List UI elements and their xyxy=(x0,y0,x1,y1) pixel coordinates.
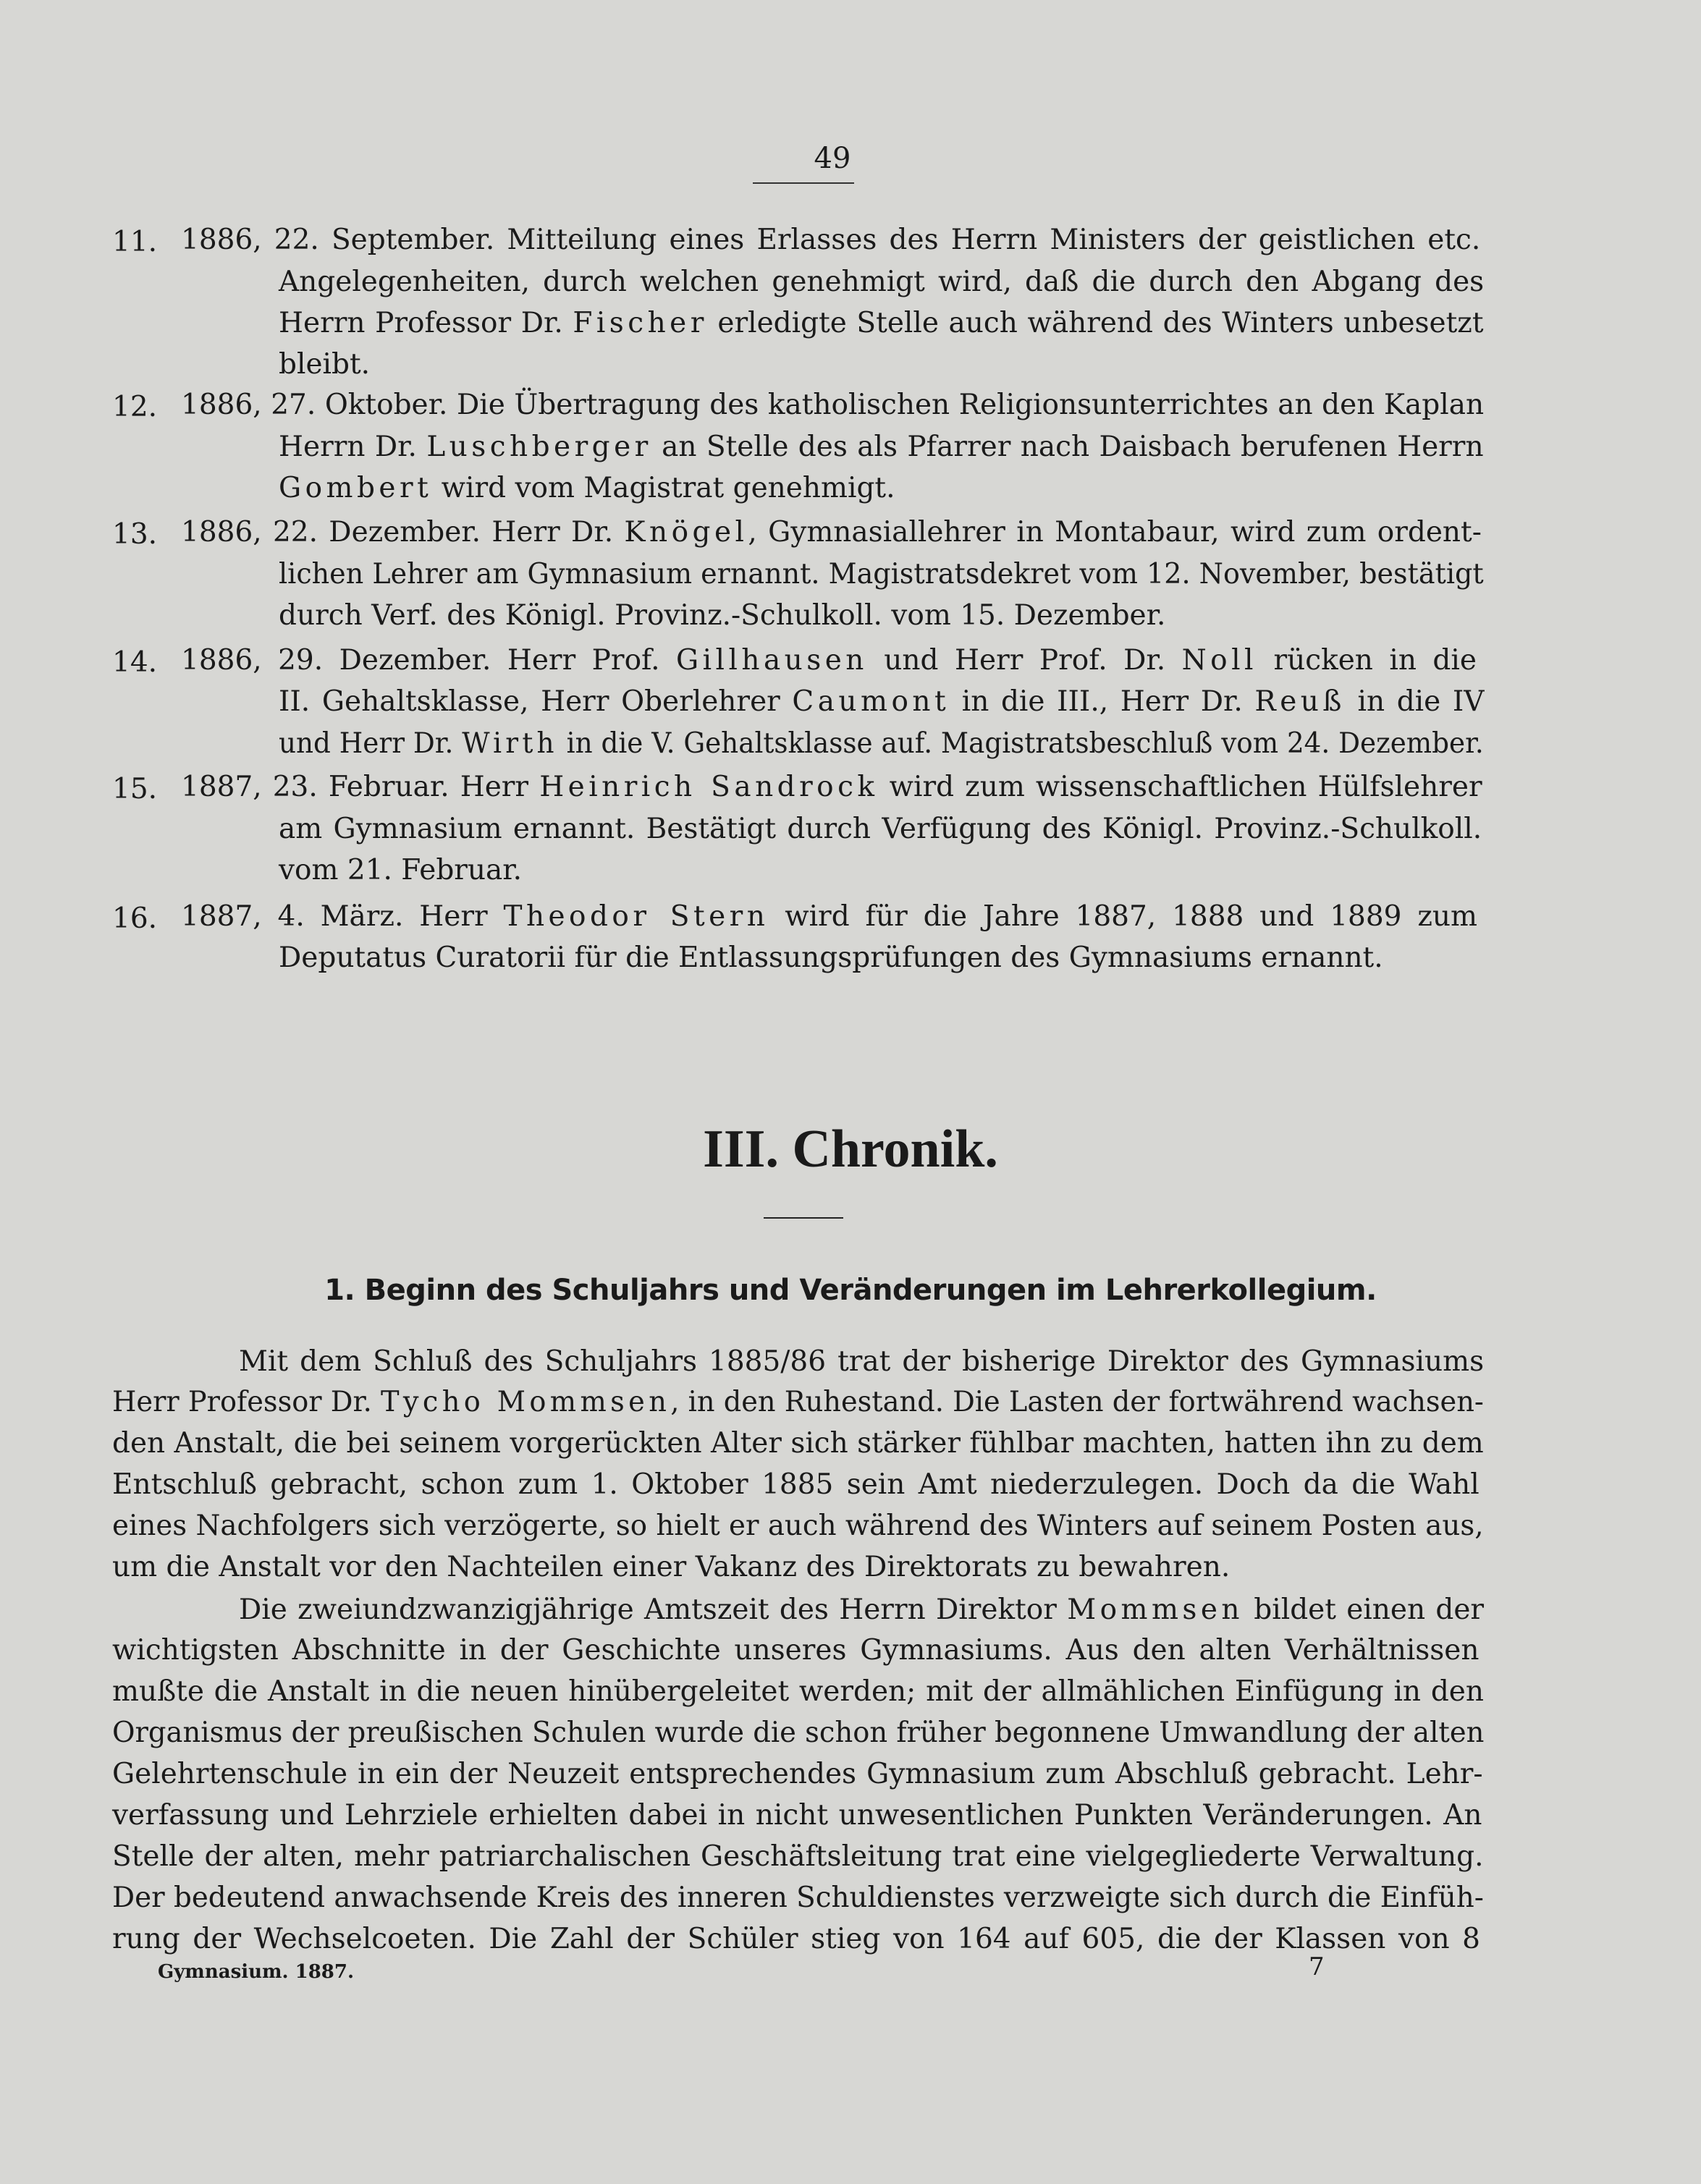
paragraph-line xyxy=(112,1842,1484,1871)
text-segment: 1886, 27. Oktober. Die Übertragung des katholischen Religionsunterrichtes an den Kaplan xyxy=(181,389,1485,421)
entry-line xyxy=(181,773,1482,801)
text-segment: wird zum wissenschaftlichen Hülfslehrer xyxy=(878,771,1482,803)
paragraph-line xyxy=(112,1388,1484,1416)
text-segment: wird für die Jahre 1887, 1888 und 1889 zum xyxy=(769,900,1478,933)
text-segment: Organismus der preußischen Schulen wurde die schon früher begonnene Umwandlung der alten xyxy=(112,1717,1485,1749)
spaced-name: Luschberger xyxy=(426,431,652,463)
text-segment: bildet einen der xyxy=(1244,1593,1485,1626)
spaced-name: Gombert xyxy=(279,472,433,504)
text-segment: 1886, 29. Dezember. Herr Prof. xyxy=(181,644,676,677)
entry-number: 14. xyxy=(112,646,158,679)
paragraph-line xyxy=(112,1512,1484,1540)
footer-signature: Gymnasium. 1887. xyxy=(158,1961,355,1983)
text-segment: Herr Professor Dr. xyxy=(112,1386,381,1418)
paragraph-line xyxy=(112,1427,1484,1460)
spaced-name: Tycho Mommsen xyxy=(380,1386,671,1418)
spaced-name: Fischer xyxy=(573,307,708,339)
text-segment: II. Gehaltsklasse, Herr Oberlehrer xyxy=(279,685,793,718)
paragraph-line xyxy=(112,1634,1480,1667)
entry-line xyxy=(279,601,1165,630)
entry-number: 15. xyxy=(112,773,158,805)
entry-line xyxy=(181,516,1482,549)
paragraph-line xyxy=(112,1719,1484,1747)
text-segment: wichtigsten Abschnitte in der Geschichte unseres Gymnasiums. Aus den alten Verhältnissen xyxy=(112,1634,1480,1667)
paragraph-line xyxy=(112,1677,1484,1706)
text-segment: um die Anstalt vor den Nachteilen einer Vakanz des Direktorats zu bewahren. xyxy=(112,1551,1231,1583)
entry-line xyxy=(279,309,1484,337)
text-segment: an Stelle des als Pfarrer nach Daisbach berufenen Herrn xyxy=(651,431,1484,463)
text-segment: rücken in die xyxy=(1257,644,1477,677)
text-segment: Deputatus Curatorii für die Entlassungsprüfungen des Gymnasiums ernannt. xyxy=(279,941,1383,974)
text-segment: Angelegenheiten, durch welchen genehmigt wird, daß die durch den Abgang des xyxy=(279,266,1485,298)
entry-line xyxy=(279,348,371,381)
spaced-name: Wirth xyxy=(462,727,558,760)
text-segment: rung der Wechselcoeten. Die Zahl der Schüler stieg von 164 auf 605, die der Klassen von 8 xyxy=(112,1923,1480,1955)
entry-number: 12. xyxy=(112,391,158,423)
entry-line xyxy=(279,474,895,502)
paragraph-line xyxy=(239,1593,1485,1626)
text-segment: Stelle der alten, mehr patriarchalischen Geschäftsleitung trat eine vielgegliederte Verwaltung. xyxy=(112,1840,1484,1873)
paragraph-line xyxy=(239,1347,1484,1376)
text-segment: durch Verf. des Königl. Provinz.-Schulkoll. vom 15. Dezember. xyxy=(279,599,1166,632)
text-segment: Entschluß gebracht, schon zum 1. Oktober 1885 sein Amt niederzulegen. Doch da die Wahl xyxy=(112,1468,1480,1501)
entry-number: 11. xyxy=(112,226,158,258)
entry-line xyxy=(279,268,1484,296)
text-segment: bleibt. xyxy=(279,348,371,381)
spaced-name: Gillhausen xyxy=(675,644,868,677)
text-segment: in die IV xyxy=(1345,685,1485,718)
text-segment: und Herr Dr. xyxy=(279,727,463,760)
text-segment: am Gymnasium ernannt. Bestätigt durch Verfügung des Königl. Provinz.-Schulkoll. xyxy=(279,813,1482,845)
spaced-name: Heinrich Sandrock xyxy=(539,771,879,803)
entry-line xyxy=(279,687,1484,716)
section-rule xyxy=(764,1217,843,1219)
paragraph-line xyxy=(112,1470,1480,1499)
text-segment: Die zweiundzwanzigjährige Amtszeit des Herrn Direktor xyxy=(239,1593,1068,1626)
text-segment: wird vom Magistrat genehmigt. xyxy=(432,472,895,504)
text-segment: , in den Ruhestand. Die Lasten der fortwährend wachsen- xyxy=(670,1386,1484,1418)
text-segment: in die III., Herr Dr. xyxy=(950,685,1255,718)
spaced-name: Reuß xyxy=(1254,685,1346,718)
subsection-heading: 1. Beginn des Schuljahrs und Veränderungen im Lehrerkollegium. xyxy=(324,1274,1377,1307)
entry-line xyxy=(279,941,1383,974)
spaced-name: Knögel xyxy=(624,516,748,549)
entry-line xyxy=(181,902,1477,931)
text-segment: 1887, 23. Februar. Herr xyxy=(181,771,540,803)
text-segment: in die V. Gehaltsklasse auf. Magistratsbeschluß vom 24. Dezember. xyxy=(557,727,1484,760)
entry-line xyxy=(279,558,1484,591)
text-segment: mußte die Anstalt in die neuen hinübergeleitet werden; mit der allmählichen Einfügung in den xyxy=(112,1675,1484,1708)
entry-line xyxy=(279,815,1482,843)
entry-line xyxy=(279,729,1484,758)
text-segment: und Herr Prof. Dr. xyxy=(867,644,1182,677)
text-segment: 1886, 22. Dezember. Herr Dr. xyxy=(181,516,625,549)
entry-line xyxy=(279,856,522,884)
entry-line xyxy=(181,391,1484,419)
footer-sheet-number: 7 xyxy=(1309,1952,1325,1981)
spaced-name: Caumont xyxy=(792,685,950,718)
entry-number: 16. xyxy=(112,902,158,935)
spaced-name: Noll xyxy=(1181,644,1257,677)
entry-line xyxy=(181,226,1480,254)
paragraph-line xyxy=(112,1799,1482,1832)
text-segment: , Gymnasiallehrer in Montabaur, wird zum ordent- xyxy=(748,516,1482,549)
entry-number: 13. xyxy=(112,518,158,551)
entry-line xyxy=(181,644,1477,677)
section-heading: III. Chronik. xyxy=(703,1119,998,1179)
text-segment: Gelehrtenschule in ein der Neuzeit entsprechendes Gymnasium zum Abschluß gebracht. Lehr- xyxy=(112,1758,1483,1790)
text-segment: eines Nachfolgers sich verzögerte, so hielt er auch während des Winters auf seinem Posten aus, xyxy=(112,1510,1484,1542)
text-segment: 1886, 22. September. Mitteilung eines Erlasses des Herrn Ministers der geistlichen etc. xyxy=(181,224,1481,256)
spaced-name: Theodor Stern xyxy=(503,900,769,933)
text-segment: verfassung und Lehrziele erhielten dabei in nicht unwesentlichen Punkten Veränderungen. An xyxy=(112,1799,1482,1832)
paragraph-line xyxy=(112,1553,1230,1581)
text-segment: Mit dem Schluß des Schuljahrs 1885/86 trat der bisherige Direktor des Gymnasiums xyxy=(239,1345,1485,1378)
text-segment: Herrn Dr. xyxy=(279,431,427,463)
page-number-rule xyxy=(753,182,854,184)
text-segment: 1887, 4. März. Herr xyxy=(181,900,504,933)
entry-line xyxy=(279,433,1484,461)
paragraph-line xyxy=(112,1760,1483,1788)
text-segment: erledigte Stelle auch während des Winters unbesetzt xyxy=(707,307,1484,339)
text-segment: Herrn Professor Dr. xyxy=(279,307,573,339)
text-segment: vom 21. Februar. xyxy=(279,854,523,886)
text-segment: lichen Lehrer am Gymnasium ernannt. Magistratsdekret vom 12. November, bestätigt xyxy=(279,558,1484,591)
paragraph-line xyxy=(112,1884,1484,1912)
paragraph-line xyxy=(112,1925,1480,1953)
page-number: 49 xyxy=(814,142,851,175)
text-segment: Der bedeutend anwachsende Kreis des inneren Schuldienstes verzweigte sich durch die Einfüh- xyxy=(112,1882,1484,1914)
text-segment: den Anstalt, die bei seinem vorgerückten Alter sich stärker fühlbar machten, hatten ihn zu dem xyxy=(112,1427,1484,1460)
spaced-name: Mommsen xyxy=(1067,1593,1244,1626)
